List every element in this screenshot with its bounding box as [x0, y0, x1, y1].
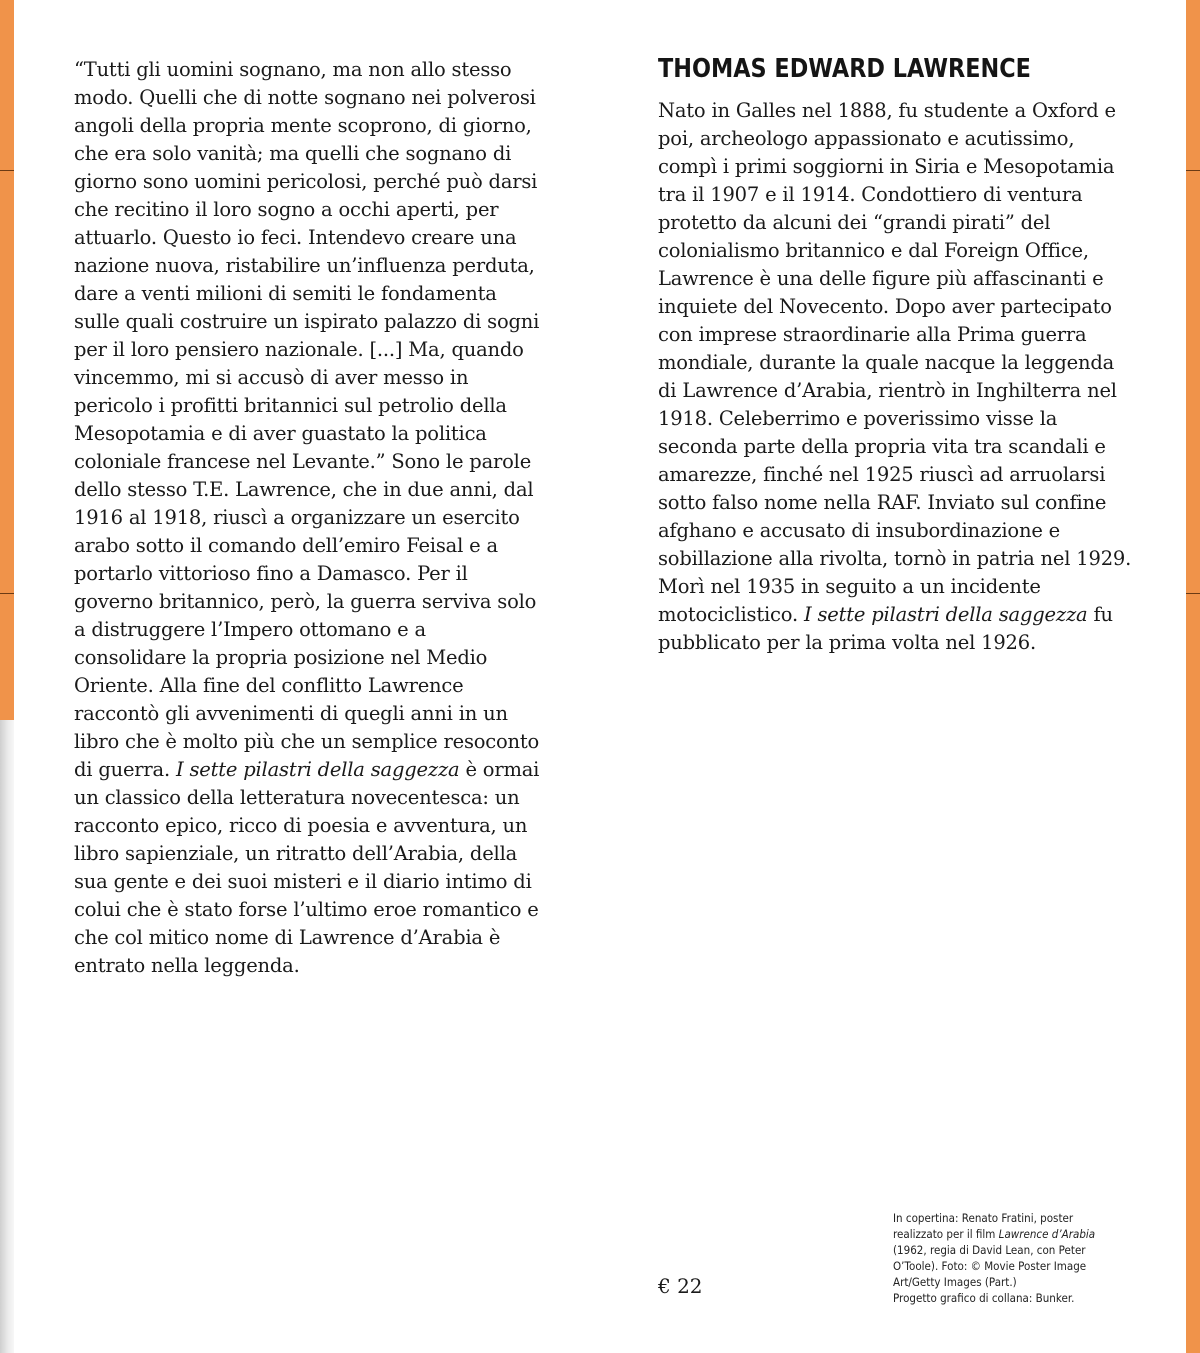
credits-text-part1: In copertina: Renato Fratini, poster realizzato per il film	[893, 1211, 1074, 1241]
back-cover-blurb	[74, 56, 544, 980]
blurb-text-part2: è ormai un classico della letteratura novecentesca: un racconto epico, ricco di poesia e avventura, un libro sapienziale, un ritratto dell’Arabia, della sua gente e dei suoi misteri e il diario intimo di colui che è stato forse l’ultimo eroe romantico e che col mitico nome di Lawrence d’Arabia è entrato nella leggenda.	[74, 758, 540, 977]
crop-mark	[0, 170, 14, 171]
credits-film-title: Lawrence d’Arabia	[998, 1227, 1096, 1241]
left-cover-photo-edge	[0, 720, 14, 1353]
price-label: € 22	[658, 1274, 703, 1298]
credits-design: Progetto grafico di collana: Bunker.	[893, 1291, 1075, 1305]
blurb-text-part1: “Tutti gli uomini sognano, ma non allo stesso modo. Quelli che di notte sognano nei polverosi angoli della propria mente scoprono, di giorno, che era solo vanità; ma quelli che sognano di giorno sono uomini pericolosi, perché può darsi che recitino il loro sogno a occhi aperti, per attuarlo. Questo io feci. Intendevo creare una nazione nuova, ristabilire un’influenza perduta, dare a venti milioni di semiti le fondamenta sulle quali costruire un ispirato palazzo di sogni per il loro pensiero nazionale. [...] Ma, quando vincemmo, mi si accusò di aver messo in pericolo i profitti britannici sul petrolio della Mesopotamia e di aver guastato la politica coloniale francese nel Levante.” Sono le parole dello stesso T.E. Lawrence, che in due anni, dal 1916 al 1918, riuscì a organizzare un esercito arabo sotto il comando dell’emiro Feisal e a portarlo vittorioso fino a Damasco. Per il governo britannico, però, la guerra serviva solo a distruggere l’Impero ottomano e a consolidare la propria posizione nel Medio Oriente. Alla fine del conflitto Lawrence raccontò gli avvenimenti di quegli anni in un libro che è molto più che un semplice resoconto di guerra.	[74, 58, 540, 781]
credits-text-part2: (1962, regia di David Lean, con Peter O’Toole). Foto: © Movie Poster Image Art/Getty Images (Part.)	[893, 1243, 1087, 1289]
bio-text-part2: fu pubblicato per la prima volta nel 1926.	[658, 603, 1113, 654]
crop-mark	[1186, 593, 1200, 594]
right-orange-edge	[1186, 0, 1200, 1353]
bio-text-part1: Nato in Galles nel 1888, fu studente a Oxford e poi, archeologo appassionato e acutissimo, compì i primi soggiorni in Siria e Mesopotamia tra il 1907 e il 1914. Condottiero di ventura protetto da alcuni dei “grandi pirati” del colonialismo britannico e dal Foreign Office, Lawrence è una delle figure più affascinanti e inquiete del Novecento. Dopo aver partecipato con imprese straordinarie alla Prima guerra mondiale, durante la quale nacque la leggenda di Lawrence d’Arabia, rientrò in Inghilterra nel 1918. Celeberrimo e poverissimo visse la seconda parte della propria vita tra scandali e amarezze, finché nel 1925 riuscì ad arruolarsi sotto falso nome nella RAF. Inviato sul confine afghano e accusato di insubordinazione e sobillazione alla rivolta, tornò in patria nel 1929. Morì nel 1935 in seguito a un incidente motociclistico.	[658, 99, 1132, 626]
crop-mark	[1186, 170, 1200, 171]
crop-mark	[0, 593, 14, 594]
author-bio	[658, 97, 1138, 657]
left-orange-edge	[0, 0, 14, 720]
author-heading: THOMAS EDWARD LAWRENCE	[658, 54, 1031, 84]
bio-book-title: I sette pilastri della saggezza	[803, 603, 1088, 626]
blurb-book-title: I sette pilastri della saggezza	[175, 758, 460, 781]
cover-credits	[893, 1210, 1118, 1306]
